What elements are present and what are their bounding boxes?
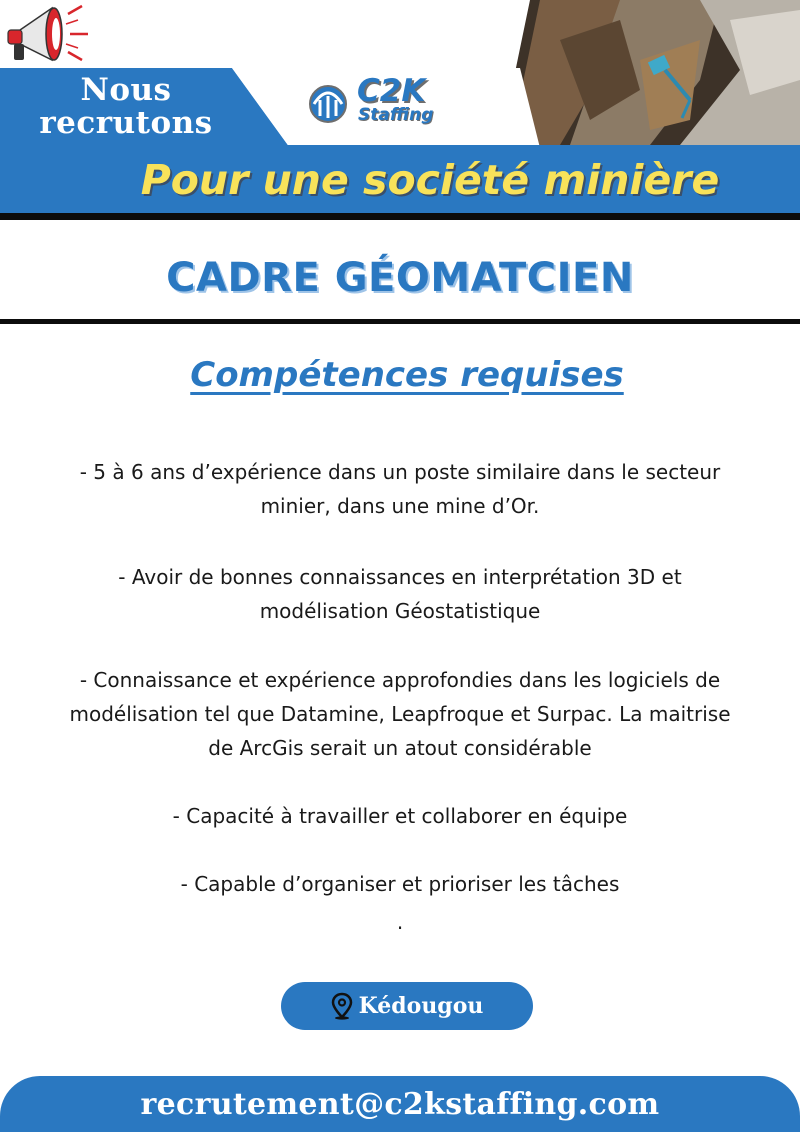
divider-top (0, 213, 800, 220)
map-pin-icon (331, 992, 353, 1020)
requirement-item (10, 867, 790, 901)
requirement-line: modélisation Géostatistique (259, 599, 541, 623)
trailing-dot: . (396, 910, 404, 934)
requirement-line: - Capable d’organiser et prioriser les tâches (180, 872, 620, 896)
recruit-line-2: recrutons (39, 105, 213, 141)
recruit-line-1: Nous (80, 72, 172, 108)
requirement-line: - Avoir de bonnes connaissances en interprétation 3D et (118, 565, 682, 589)
job-title: CADRE GÉOMATCIEN (166, 255, 634, 301)
recruiting-heading (26, 74, 226, 140)
contact-email[interactable]: recrutement@c2kstaffing.com (140, 1086, 660, 1122)
logo-text: C2K (357, 73, 426, 109)
requirement-line: - 5 à 6 ans d’expérience dans un poste similaire dans le secteur (79, 460, 721, 484)
logo-subtext: Staffing (358, 105, 434, 125)
requirement-item (10, 799, 790, 833)
requirement-line: - Connaissance et expérience approfondies dans les logiciels de (79, 668, 721, 692)
location-label: Kédougou (358, 993, 484, 1019)
requirement-item (10, 560, 790, 628)
requirement-line: - Capacité à travailler et collaborer en équipe (172, 804, 628, 828)
subtitle: Pour une société minière (140, 156, 720, 204)
divider-bottom (0, 319, 800, 324)
requirement-item (6, 663, 794, 765)
requirement-line: modélisation tel que Datamine, Leapfroque et Surpac. La maitrise (69, 702, 731, 726)
requirement-line: minier, dans une mine d’Or. (260, 494, 540, 518)
requirements-heading: Compétences requises (190, 355, 624, 395)
megaphone-icon (0, 0, 100, 70)
requirement-line: de ArcGis serait un atout considérable (208, 736, 592, 760)
requirement-item (10, 455, 790, 523)
location-badge (281, 982, 533, 1030)
footer-bar (0, 1076, 800, 1132)
